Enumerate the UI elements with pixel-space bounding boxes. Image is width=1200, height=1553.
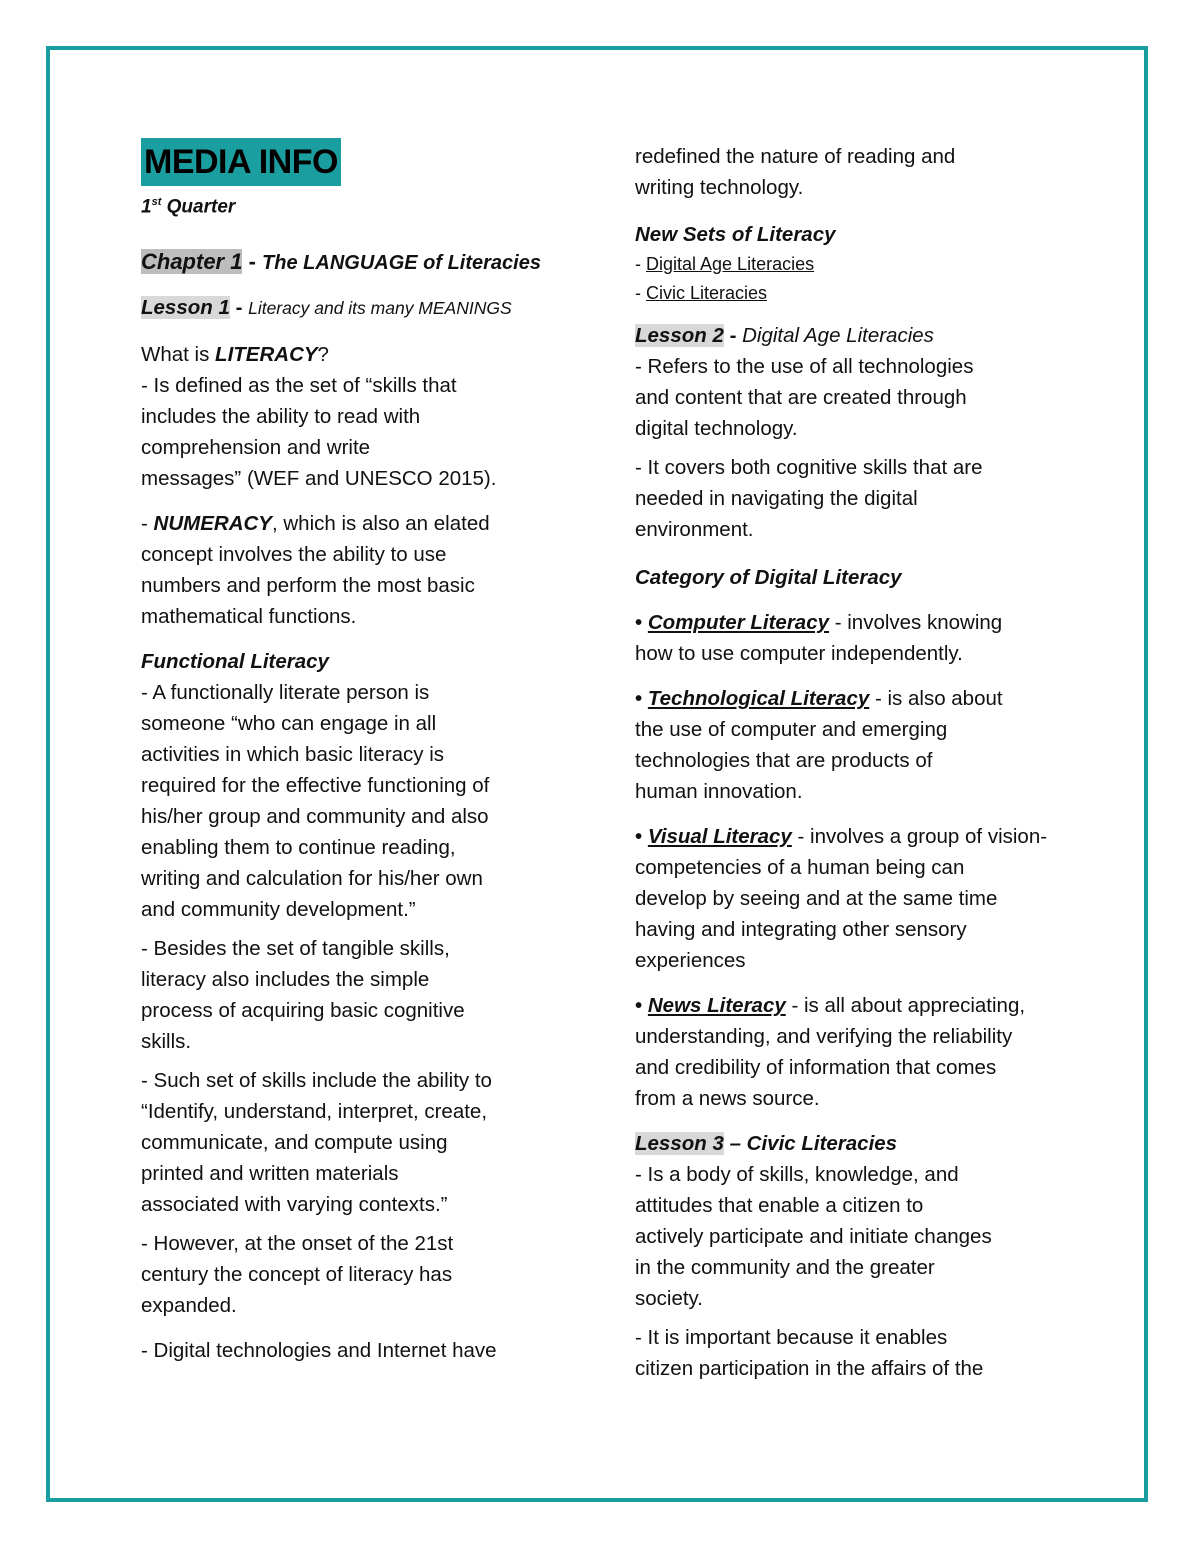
text-line: citizen participation in the affairs of the (635, 1357, 984, 1380)
text-line: includes the ability to read with (141, 405, 421, 429)
news-literacy-term: News Literacy (647, 994, 786, 1017)
chapter-dash: - (242, 249, 263, 275)
important-paragraph (635, 1322, 1065, 1384)
quarter-num: 1 (141, 196, 152, 218)
functional-heading: Functional Literacy (141, 650, 329, 674)
lesson2-section (635, 320, 1065, 444)
text-line: concept involves the ability to use (141, 543, 447, 567)
text-line: mathematical functions. (141, 605, 357, 629)
technological-literacy-term: Technological Literacy (647, 687, 870, 710)
text-line: - Besides the set of tangible skills, (141, 937, 450, 961)
text-line: - A functionally literate person is (141, 681, 430, 705)
text-line: and community development.” (141, 898, 416, 922)
lesson1-dash: - (229, 296, 249, 320)
chapter-title: The LANGUAGE of Literacies (262, 252, 541, 275)
bullet: • (635, 825, 648, 848)
quarter-text: Quarter (166, 196, 236, 218)
computer-literacy-item (635, 607, 1065, 669)
visual-literacy-line (635, 821, 1065, 852)
what-is-term: LITERACY (215, 343, 318, 367)
text-line: comprehension and write (141, 436, 371, 460)
computer-literacy-line (635, 607, 1065, 638)
lesson2-dash: - (723, 324, 743, 347)
bullet: • (635, 687, 648, 710)
text-line: competencies of a human being can (635, 856, 965, 879)
functional-literacy-section (141, 646, 541, 925)
text-line: having and integrating other sensory (635, 918, 967, 941)
text-line: how to use computer independently. (635, 642, 963, 665)
text-line: technologies that are products of (635, 749, 933, 772)
list-dash: - (635, 283, 646, 303)
text-line: his/her group and community and also (141, 805, 489, 829)
text-line: expanded. (141, 1294, 237, 1318)
text-line: in the community and the greater (635, 1256, 935, 1279)
new-sets-item (635, 250, 1065, 279)
right-column (635, 141, 1065, 1384)
text-line: human innovation. (635, 780, 803, 803)
numeracy-term: NUMERACY (153, 512, 272, 536)
text-line: enabling them to continue reading, (141, 836, 456, 860)
text-line: century the concept of literacy has (141, 1263, 453, 1287)
new-sets-item (635, 279, 1065, 308)
covers-paragraph (635, 452, 1065, 545)
numeracy-rest: , which is also an elated (271, 512, 490, 536)
text-line: process of acquiring basic cognitive (141, 999, 465, 1023)
such-paragraph (141, 1065, 541, 1220)
chapter-heading (141, 247, 541, 278)
bullet: • (635, 611, 648, 634)
new-sets-item-label: Civic Literacies (646, 283, 768, 303)
text-line: - It is important because it enables (635, 1326, 948, 1349)
however-paragraph (141, 1228, 541, 1321)
text-line: literacy also includes the simple (141, 968, 430, 992)
text-line: communicate, and compute using (141, 1131, 448, 1155)
computer-literacy-term: Computer Literacy (647, 611, 830, 634)
text-line: environment. (635, 518, 754, 541)
quarter-label (141, 188, 541, 221)
technological-literacy-item (635, 683, 1065, 807)
lesson3-section (635, 1128, 1065, 1314)
lesson1-label: Lesson 1 (141, 296, 230, 320)
lesson1-heading (141, 292, 541, 323)
text-line: messages” (WEF and UNESCO 2015). (141, 467, 497, 491)
lesson3-title: – Civic Literacies (723, 1132, 898, 1155)
numeracy-line (141, 508, 541, 539)
text-line: actively participate and initiate changes (635, 1225, 992, 1248)
lesson1-title: Literacy and its many MEANINGS (248, 298, 512, 319)
text-line: required for the effective functioning of (141, 774, 490, 798)
category-heading-wrap (635, 562, 1065, 593)
chapter-label: Chapter 1 (141, 249, 243, 275)
text-line: from a news source. (635, 1087, 820, 1110)
visual-literacy-rest: - involves a group of vision- (791, 825, 1048, 848)
digital-paragraph (141, 1335, 541, 1366)
text-line: - Is a body of skills, knowledge, and (635, 1163, 959, 1186)
lesson2-heading (635, 320, 1065, 351)
text-line: experiences (635, 949, 746, 972)
lesson2-label: Lesson 2 (635, 324, 724, 347)
text-line: - Such set of skills include the ability to (141, 1069, 492, 1093)
left-column (141, 138, 541, 1366)
text-line: skills. (141, 1030, 192, 1054)
visual-literacy-item (635, 821, 1065, 976)
text-line: writing and calculation for his/her own (141, 867, 483, 891)
news-literacy-line (635, 990, 1065, 1021)
text-line: society. (635, 1287, 703, 1310)
doc-title-wrap (141, 138, 541, 186)
text-line: associated with varying contexts.” (141, 1193, 448, 1217)
what-is-line (141, 339, 541, 370)
new-sets-heading: New Sets of Literacy (635, 223, 836, 246)
category-heading: Category of Digital Literacy (635, 566, 902, 589)
doc-title: MEDIA INFO (141, 138, 341, 186)
what-is-prefix: What is (141, 343, 216, 367)
numeracy-dash: - (141, 512, 154, 536)
text-line: the use of computer and emerging (635, 718, 948, 741)
computer-literacy-rest: - involves knowing (829, 611, 1003, 634)
text-line: and credibility of information that comes (635, 1056, 997, 1079)
lesson2-title: Digital Age Literacies (742, 324, 934, 347)
text-line: - Is defined as the set of “skills that (141, 374, 457, 398)
text-line: - Refers to the use of all technologies (635, 355, 974, 378)
text-line: digital technology. (635, 417, 798, 440)
literacy-definition (141, 339, 541, 494)
technological-literacy-rest: - is also about (869, 687, 1003, 710)
text-line: develop by seeing and at the same time (635, 887, 998, 910)
lesson3-heading (635, 1128, 1065, 1159)
text-line: “Identify, understand, interpret, create, (141, 1100, 488, 1124)
text-line: numbers and perform the most basic (141, 574, 475, 598)
new-sets-item-label: Digital Age Literacies (646, 254, 815, 274)
continued-paragraph (635, 141, 1065, 203)
lesson3-label: Lesson 3 (635, 1132, 724, 1155)
text-line: - However, at the onset of the 21st (141, 1232, 454, 1256)
text-line: attitudes that enable a citizen to (635, 1194, 924, 1217)
list-dash: - (635, 254, 646, 274)
text-line: printed and written materials (141, 1162, 399, 1186)
numeracy-paragraph (141, 508, 541, 632)
technological-literacy-line (635, 683, 1065, 714)
text-line: - Digital technologies and Internet have (141, 1339, 497, 1363)
text-line: writing technology. (635, 176, 804, 199)
news-literacy-item (635, 990, 1065, 1114)
what-is-suffix: ? (317, 343, 329, 367)
text-line: understanding, and verifying the reliability (635, 1025, 1013, 1048)
quarter-sup: st (151, 196, 162, 208)
text-line: someone “who can engage in all (141, 712, 437, 736)
text-line: needed in navigating the digital (635, 487, 918, 510)
text-line: redefined the nature of reading and (635, 145, 956, 168)
text-line: - It covers both cognitive skills that are (635, 456, 983, 479)
new-sets-section (635, 219, 1065, 308)
news-literacy-rest: - is all about appreciating, (785, 994, 1026, 1017)
visual-literacy-term: Visual Literacy (647, 825, 792, 848)
text-line: and content that are created through (635, 386, 967, 409)
bullet: • (635, 994, 648, 1017)
text-line: activities in which basic literacy is (141, 743, 445, 767)
besides-paragraph (141, 933, 541, 1057)
